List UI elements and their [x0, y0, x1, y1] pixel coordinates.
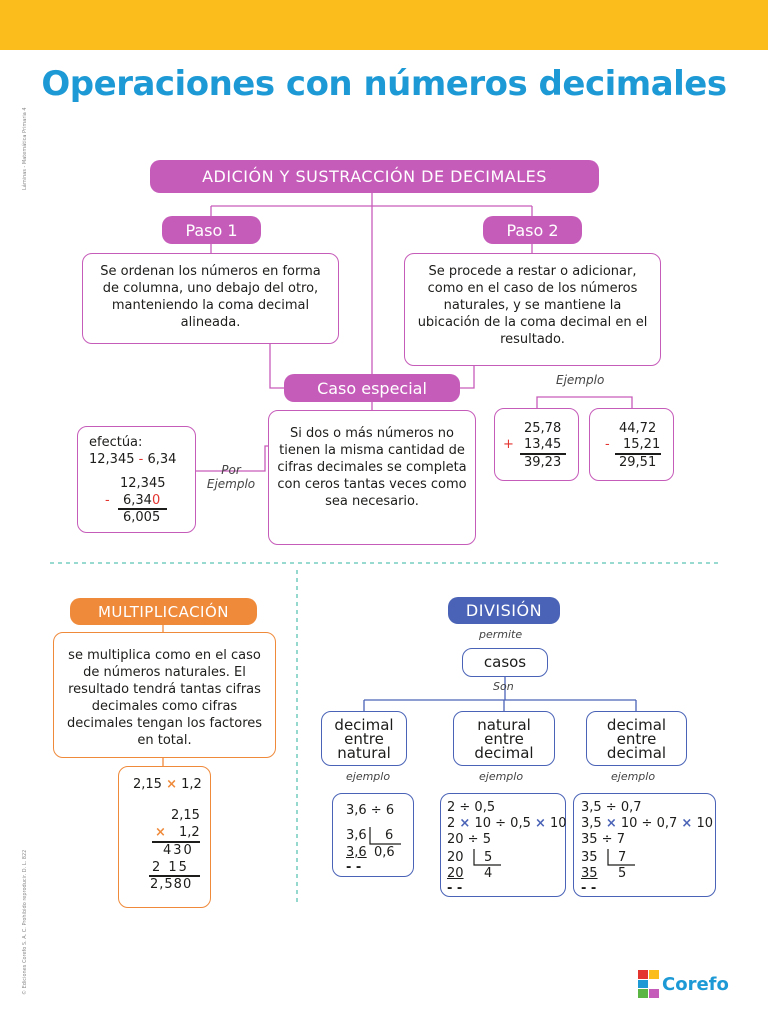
efectua-example-box: [77, 426, 196, 533]
c3-times-2: ×: [681, 816, 693, 831]
c2-l2b: 10 ÷ 0,5: [474, 816, 531, 831]
adicion-header: ADICIÓN Y SUSTRACCIÓN DE DECIMALES: [150, 160, 599, 193]
efectua-op-b: 6,34: [147, 452, 177, 467]
sub-result: 6,005: [123, 510, 161, 525]
paso2-box: [404, 253, 661, 366]
c3-line2: [581, 815, 713, 832]
ex2-a: 44,72: [619, 421, 657, 436]
c3-dividend: 35: [581, 850, 598, 865]
mult-result: 2,580: [150, 877, 193, 892]
sub-row-b: [123, 492, 160, 509]
ex2-b: 15,21: [623, 437, 661, 452]
division-header: DIVISIÓN: [448, 597, 560, 624]
c3-line3: 35 ÷ 7: [581, 832, 625, 847]
c2-sub: 20: [447, 866, 464, 881]
mult-col-b: 1,2: [179, 825, 200, 840]
efectua-operation: [89, 451, 176, 468]
ejemplo-label-c3: ejemplo: [611, 770, 656, 783]
c1-division-bracket: [369, 827, 403, 847]
top-banner: [0, 0, 768, 50]
paso1-box: [82, 253, 339, 344]
case2-text: natural entre decimal: [474, 716, 534, 762]
caso-especial-box: [268, 410, 476, 545]
c2-divisor: 5: [484, 850, 493, 865]
multiplicacion-header: MULTIPLICACIÓN: [70, 598, 257, 625]
page-title: Operaciones con números decimales: [41, 64, 727, 104]
mult-col-a: 2,15: [171, 808, 200, 823]
mult-op-b: 1,2: [181, 777, 202, 792]
c1-dividend: 3,6: [346, 828, 367, 843]
por-ejemplo-label: Por Ejemplo: [206, 463, 256, 491]
multiplicacion-example-box: [118, 766, 211, 908]
addition-example-box: [494, 408, 579, 481]
son-label: Son: [493, 680, 514, 693]
efectua-label: efectúa:: [89, 435, 143, 450]
c1-quot: 0,6: [374, 845, 395, 860]
ex2-sign: -: [605, 437, 610, 452]
c2-rest: - -: [447, 881, 463, 896]
ejemplo-label-adicion: Ejemplo: [556, 373, 605, 387]
case-natural-entre-decimal: [453, 711, 555, 766]
c3-quot: 5: [618, 866, 627, 881]
c2-times-1: ×: [459, 816, 471, 831]
side-caption-top: Láminas - Matemática Primaria 4: [22, 107, 28, 190]
c1-line1: 3,6 ÷ 6: [346, 803, 395, 818]
side-caption-bottom: © Ediciones Corefo S. A. C. Prohibido reproducir. D. L. 822: [22, 849, 28, 995]
c3-l2b: 10 ÷ 0,7: [620, 816, 678, 831]
c2-times-2: ×: [534, 816, 546, 831]
c3-line1: 3,5 ÷ 0,7: [581, 800, 642, 815]
c1-sub: 3,6: [346, 845, 367, 860]
permite-label: permite: [479, 628, 523, 641]
caso-especial-label: Caso especial: [284, 374, 460, 402]
ex1-result: 39,23: [524, 455, 562, 470]
paso1-label: Paso 1: [162, 216, 261, 244]
c3-division-bracket: [607, 849, 637, 869]
ex1-a: 25,78: [524, 421, 562, 436]
case1-text: decimal entre natural: [334, 716, 394, 762]
sub-b-zero: 0: [151, 493, 161, 508]
mult-partial1: 430: [163, 843, 194, 858]
ejemplo-label-c2: ejemplo: [479, 770, 524, 783]
mult-partial2: 2 15: [152, 860, 189, 875]
c2-quot: 4: [484, 866, 493, 881]
mult-operation: [133, 776, 202, 793]
sub-sign: -: [105, 493, 110, 508]
case3-example-box: [573, 793, 716, 897]
case3-text: decimal entre decimal: [606, 716, 667, 762]
c2-line2: [447, 815, 567, 832]
case1-example-box: [332, 793, 414, 877]
ex1-sign: +: [503, 437, 514, 452]
case-decimal-entre-natural: [321, 711, 407, 766]
c3-l2c: 10: [696, 816, 713, 831]
c2-l2c: 10: [550, 816, 567, 831]
paso2-label: Paso 2: [483, 216, 582, 244]
casos-text: casos: [483, 653, 527, 671]
case2-example-box: [440, 793, 566, 897]
c2-dividend: 20: [447, 850, 464, 865]
casos-box: [462, 648, 548, 677]
c2-division-bracket: [473, 849, 503, 869]
efectua-op-a: 12,345: [89, 452, 135, 467]
mult-col-sign: ×: [155, 825, 166, 840]
c3-divisor: 7: [618, 850, 627, 865]
corefo-brand: Corefo: [662, 974, 729, 995]
sub-row-a: 12,345: [120, 476, 166, 491]
c2-l2a: 2: [447, 816, 456, 831]
c2-line3: 20 ÷ 5: [447, 832, 491, 847]
subtraction-example-box: [589, 408, 674, 481]
c3-times-1: ×: [605, 816, 617, 831]
c1-divisor: 6: [385, 828, 394, 843]
c1-rest: - -: [346, 860, 362, 875]
ex1-b: 13,45: [524, 437, 562, 452]
paso1-text: Se ordenan los números en forma de columna, uno debajo del otro, manteniendo la coma decimal alineada.: [100, 264, 321, 330]
caso-especial-text: Si dos o más números no tienen la misma cantidad de cifras decimales se completa con ceros tantas veces como sea necesario.: [277, 426, 467, 509]
paso2-text: Se procede a restar o adicionar, como en el caso de los números naturales, y se mantiene la ubicación de la coma decimal en el resultado.: [417, 264, 648, 347]
c3-sub: 35: [581, 866, 598, 881]
c3-l2a: 3,5: [581, 816, 602, 831]
mult-op-a: 2,15: [133, 777, 162, 792]
multiplicacion-text: se multiplica como en el caso de números naturales. El resultado tendrá tantas cifras decimales como cifras decimales tengan los factores en total.: [66, 648, 263, 748]
ex2-result: 29,51: [619, 455, 657, 470]
c3-rest: - -: [581, 881, 597, 896]
mult-op-sign: ×: [166, 777, 177, 792]
sub-b: 6,34: [123, 493, 152, 508]
ejemplo-label-c1: ejemplo: [346, 770, 391, 783]
efectua-op-sign: -: [138, 452, 144, 467]
corefo-logo-icon: [638, 970, 660, 998]
case-decimal-entre-decimal: [586, 711, 687, 766]
multiplicacion-box: [53, 632, 276, 758]
c2-line1: 2 ÷ 0,5: [447, 800, 496, 815]
